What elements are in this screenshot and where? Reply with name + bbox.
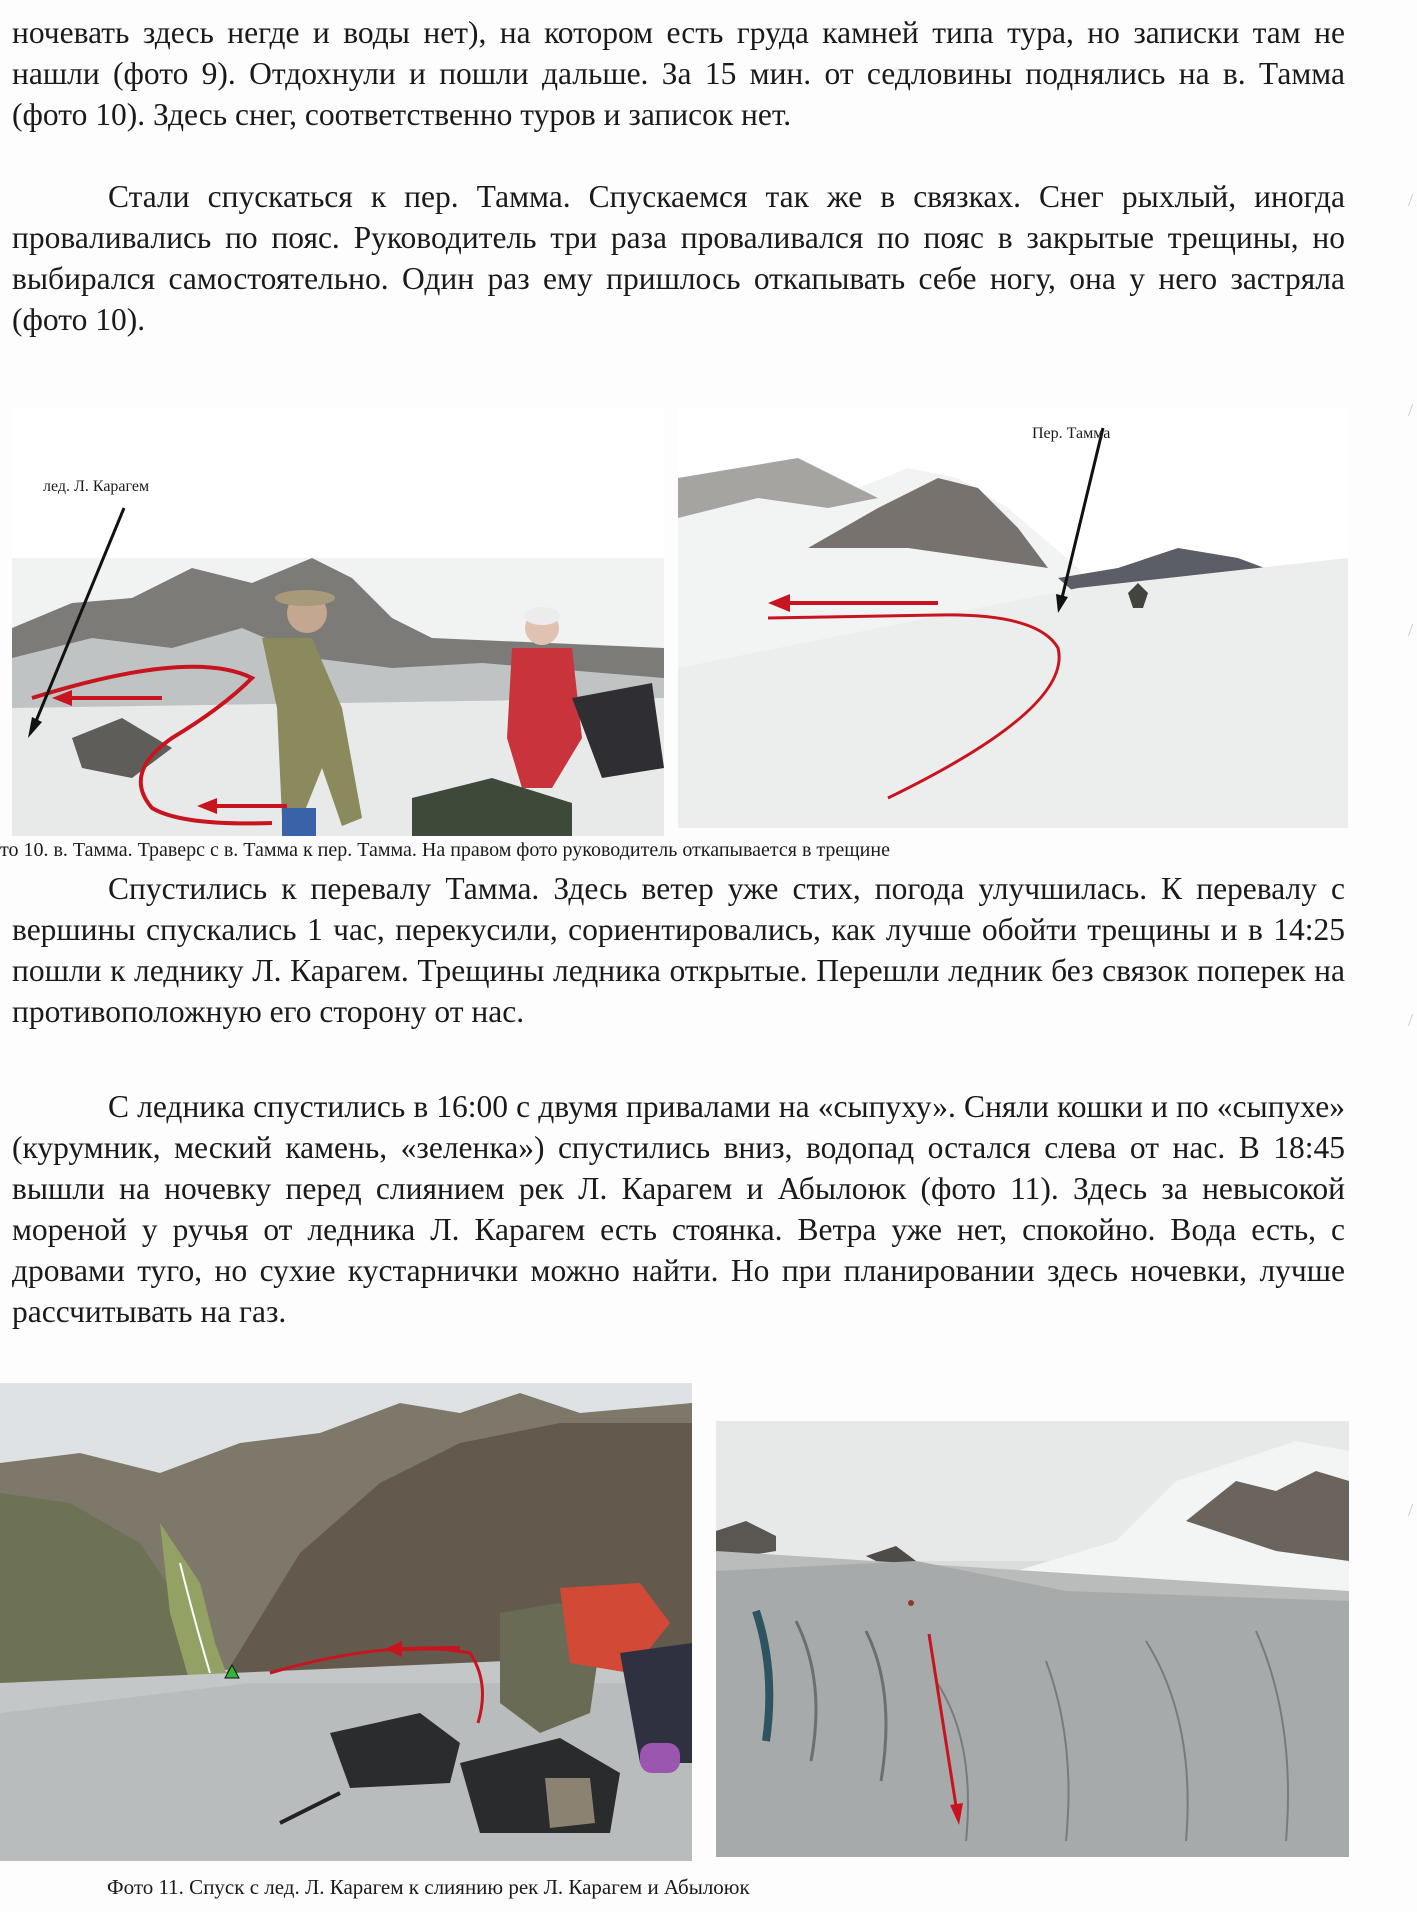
- paragraph-2: [12, 176, 1345, 340]
- margin-mark: /: [1407, 620, 1413, 640]
- photo-10-right: [678, 408, 1348, 828]
- photo-10-left: [12, 408, 664, 836]
- paragraph-3: [12, 868, 1345, 1032]
- photo-11-left-image: [0, 1383, 692, 1861]
- margin-mark: /: [1407, 190, 1413, 210]
- paragraph-1: [12, 12, 1345, 135]
- label-lake-karagem: лед. Л. Карагем: [43, 478, 150, 495]
- photo-11-right-image: [716, 1421, 1349, 1857]
- photo-11-caption: Фото 11. Спуск с лед. Л. Карагем к слиянию рек Л. Карагем и Абылоюк: [107, 1875, 750, 1899]
- paragraph-2-text: Стали спускаться к пер. Тамма. Спускаемся так же в связках. Снег рыхлый, иногда проваливались по пояс. Руководитель три раза проваливался по пояс в закрытые трещины, но выбирался самостоятельно. Один раз ему пришлось откапывать себе ногу, она у него застряла (фото 10).: [12, 179, 1345, 337]
- photo-11-right: [716, 1421, 1349, 1857]
- photo-10-right-image: [678, 408, 1348, 828]
- paragraph-4: [12, 1086, 1345, 1332]
- photo-10-caption: то 10. в. Тамма. Траверс с в. Тамма к пер. Тамма. На правом фото руководитель откапывается в трещине: [0, 839, 890, 861]
- paragraph-1-text: ночевать здесь негде и воды нет), на котором есть груда камней типа тура, но записки там не нашли (фото 9). Отдохнули и пошли дальше. За 15 мин. от седловины поднялись на в. Тамма (фото 10). Здесь снег, соответственно туров и записок нет.: [12, 15, 1345, 132]
- margin-mark: /: [1407, 1010, 1413, 1030]
- label-pass-tamma: Пер. Тамма: [1032, 425, 1111, 442]
- photo-10-left-image: [12, 408, 664, 836]
- paragraph-4-text: С ледника спустились в 16:00 с двумя привалами на «сыпуху». Сняли кошки и по «сыпухе» (курумник, меский камень, «зеленка») спустились вниз, водопад остался слева от нас. В 18:45 вышли на ночевку перед слиянием рек Л. Карагем и Абылоюк (фото 11). Здесь за невысокой мореной у ручья от ледника Л. Карагем есть стоянка. Ветра уже нет, спокойно. Вода есть, с дровами туго, но сухие кустарнички можно найти. Но при планировании здесь ночевки, лучше рассчитывать на газ.: [12, 1089, 1345, 1329]
- photo-11-left: [0, 1383, 692, 1861]
- paragraph-3-text: Спустились к перевалу Тамма. Здесь ветер уже стих, погода улучшилась. К перевалу с вершины спускались 1 час, перекусили, сориентировались, как лучше обойти трещины и в 14:25 пошли к леднику Л. Карагем. Трещины ледника открытые. Перешли ледник без связок поперек на противоположную его сторону от нас.: [12, 871, 1345, 1029]
- margin-mark: /: [1407, 1500, 1413, 1520]
- margin-mark: /: [1407, 400, 1413, 420]
